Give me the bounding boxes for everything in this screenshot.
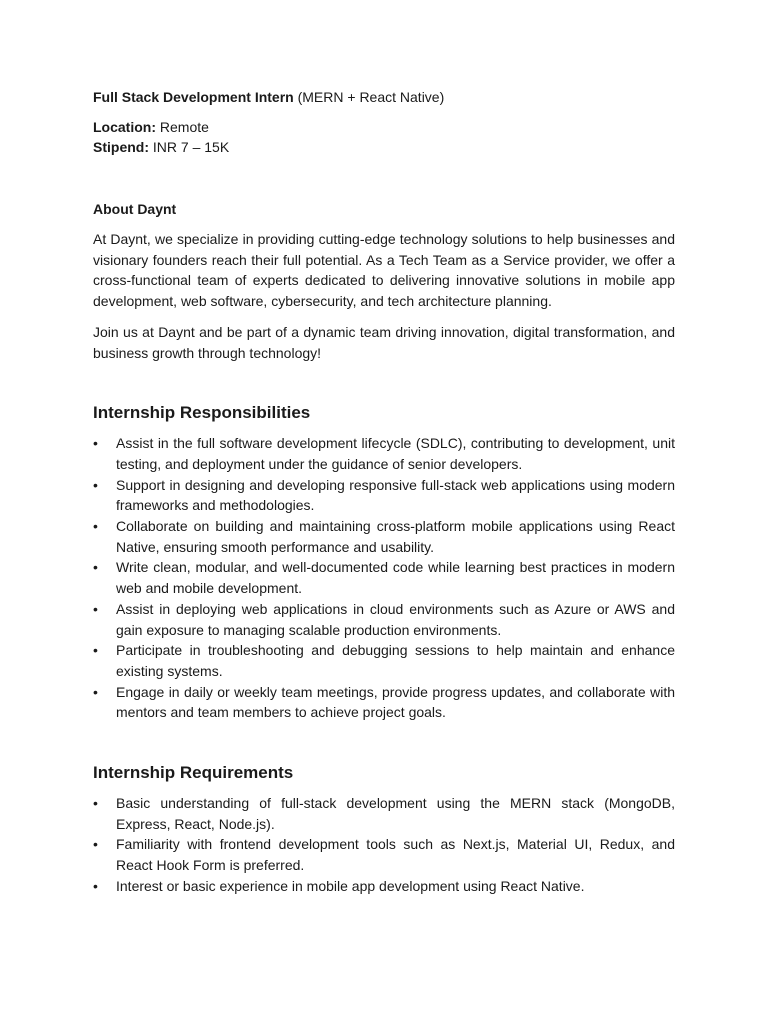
list-item-text: Assist in the full software development lifecycle (SDLC), contributing to development, unit testing, and deployment under the guidance of senior developers. (116, 435, 675, 472)
stipend-line (93, 137, 675, 157)
bullet-icon: • (93, 877, 98, 894)
list-item (93, 516, 675, 557)
bullet-icon: • (93, 476, 98, 493)
bullet-icon: • (93, 836, 98, 853)
list-item (93, 557, 675, 598)
location-label: Location: (93, 119, 156, 135)
list-item-text: Basic understanding of full-stack development using the MERN stack (MongoDB, Express, React, Node.js). (116, 795, 675, 832)
location-line (93, 117, 675, 137)
requirements-list (93, 793, 675, 897)
bullet-icon: • (93, 559, 98, 576)
list-item (93, 876, 675, 897)
responsibilities-heading: Internship Responsibilities (93, 403, 311, 423)
bullet-icon: • (93, 642, 98, 659)
about-heading: About Daynt (93, 201, 177, 217)
list-item-text: Collaborate on building and maintaining cross-platform mobile applications using React Native, ensuring smooth performance and usability. (116, 518, 675, 555)
bullet-icon: • (93, 795, 98, 812)
list-item-text: Assist in deploying web applications in cloud environments such as Azure or AWS and gain exposure to managing scalable production environments. (116, 600, 675, 638)
list-item (93, 475, 675, 516)
about-paragraph: Join us at Daynt and be part of a dynamic team driving innovation, digital transformation, and business growth through technology! (93, 323, 675, 361)
job-title-bold: Full Stack Development Intern (93, 89, 294, 105)
list-item (93, 640, 675, 681)
list-item (93, 834, 675, 875)
list-item (93, 682, 675, 723)
bullet-icon: • (93, 435, 98, 452)
bullet-icon: • (93, 683, 98, 700)
document-content (93, 87, 675, 897)
stipend-value: INR 7 – 15K (149, 139, 230, 155)
requirements-heading: Internship Requirements (93, 763, 294, 783)
responsibilities-list (93, 433, 675, 723)
list-item-text: Engage in daily or weekly team meetings, provide progress updates, and collaborate with mentors and team members to achieve project goals. (116, 683, 675, 721)
bullet-icon: • (93, 600, 98, 617)
job-title (93, 87, 675, 107)
about-paragraph: At Daynt, we specialize in providing cutting-edge technology solutions to help businesses and visionary founders reach their full potential. As a Tech Team as a Service provider, we offer a cross-functional team of experts dedicated to delivering innovative solutions in mobile app development, web software, cybersecurity, and tech architecture planning. (93, 231, 675, 310)
job-title-suffix: (MERN + React Native) (293, 89, 445, 105)
list-item (93, 599, 675, 640)
list-item (93, 433, 675, 474)
list-item-text: Interest or basic experience in mobile app development using React Native. (116, 877, 585, 894)
list-item-text: Familiarity with frontend development tools such as Next.js, Material UI, Redux, and React Hook Form is preferred. (116, 836, 675, 874)
list-item-text: Support in designing and developing responsive full-stack web applications using modern frameworks and methodologies. (116, 476, 675, 514)
list-item (93, 793, 675, 834)
list-item-text: Write clean, modular, and well-documented code while learning best practices in modern web and mobile development. (116, 559, 675, 597)
bullet-icon: • (93, 518, 98, 535)
list-item-text: Participate in troubleshooting and debugging sessions to help maintain and enhance existing systems. (116, 642, 675, 679)
location-value: Remote (156, 119, 209, 135)
stipend-label: Stipend: (93, 139, 149, 155)
